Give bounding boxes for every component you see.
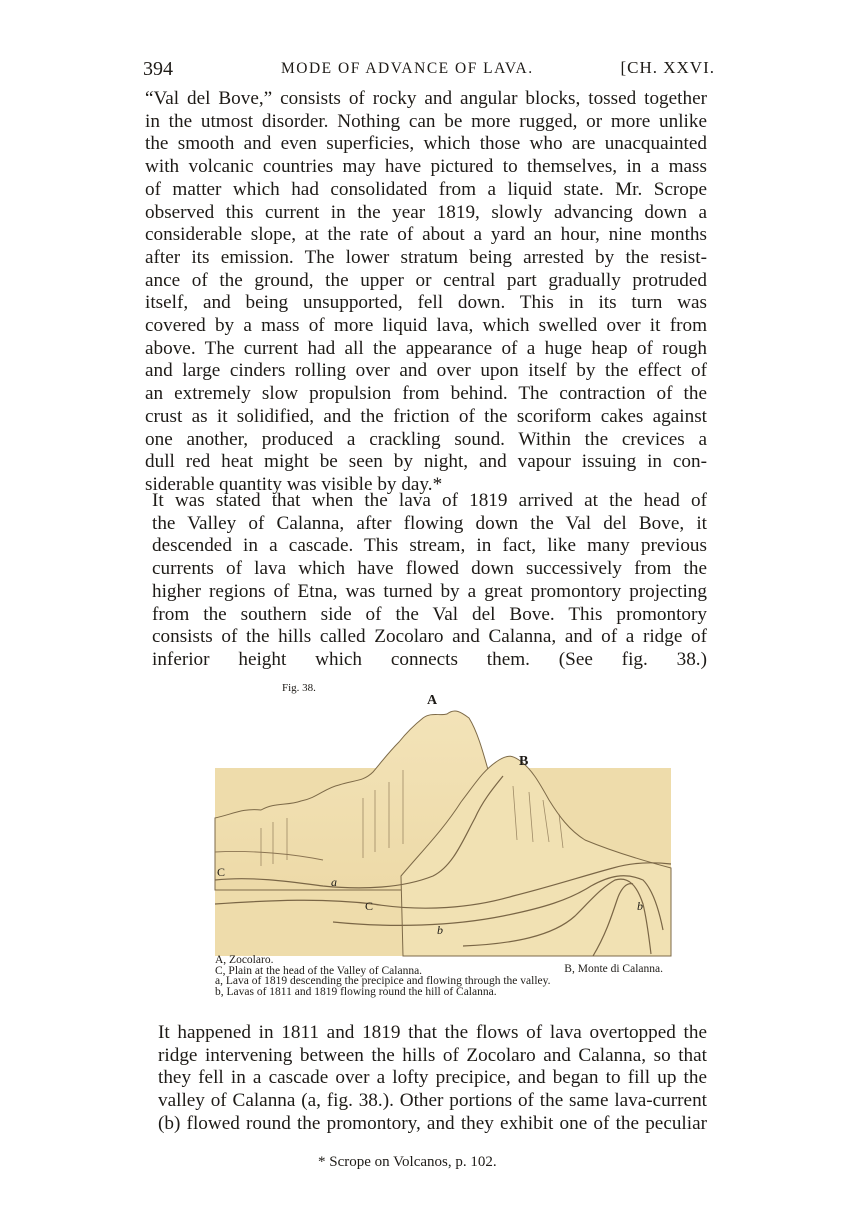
text-line: dull red heat might be seen by night, and vapour issuing in con- [145, 451, 707, 473]
text-line: descended in a cascade. This stream, in fact, like many previous [152, 535, 707, 557]
text-line: after its emission. The lower stratum being arrested by the resist- [145, 246, 707, 268]
text-line: observed this current in the year 1819, slowly advancing down a [145, 201, 707, 223]
text-line: and large cinders rolling over and over upon itself by the effect of [145, 360, 707, 382]
caption-lava-a: a, Lava of 1819 descending the precipice and flowing through the valley. [215, 975, 551, 987]
footnote: * Scrope on Volcanos, p. 102. [318, 1154, 497, 1170]
text-line: valley of Calanna (a, fig. 38.). Other portions of the same lava-current [158, 1090, 707, 1112]
paragraph-1 [145, 88, 707, 497]
figure-marker-b-right: b [637, 899, 643, 913]
figure-marker-C-center: C [365, 899, 374, 913]
figure-marker-A: A [427, 693, 438, 708]
text-line: in the utmost disorder. Nothing can be more rugged, or more unlike [145, 110, 707, 132]
text-line: the Valley of Calanna, after flowing down the Val del Bove, it [152, 512, 707, 534]
text-line: above. The current had all the appearance of a huge heap of rough [145, 337, 707, 359]
page-number: 394 [143, 58, 173, 80]
caption-a: A, Zocolaro. [215, 954, 274, 966]
text-line: one another, produced a crackling sound. Within the crevices a [145, 428, 707, 450]
text-line: ridge intervening between the hills of Zocolaro and Calanna, so that [158, 1044, 707, 1066]
text-line: they fell in a cascade over a lofty precipice, and began to fill up the [158, 1067, 707, 1089]
text-line: of matter which had consolidated from a liquid state. Mr. Scrope [145, 178, 707, 200]
text-line: covered by a mass of more liquid lava, which swelled over it from [145, 315, 707, 337]
chapter-label: [CH. XXVI. [620, 58, 715, 77]
paragraph-2 [152, 490, 707, 672]
figure-marker-b-center: b [437, 923, 443, 937]
paragraph-3 [158, 1022, 707, 1136]
text-line: the smooth and even superficies, which those who are unacquainted [145, 133, 707, 155]
text-line: consists of the hills called Zocolaro and Calanna, and of a ridge of [152, 626, 707, 648]
figure-marker-a: a [331, 875, 337, 889]
lava-figure-illustration [213, 690, 673, 958]
text-line: with volcanic countries may have pictured to themselves, in a mass [145, 156, 707, 178]
running-title: MODE OF ADVANCE OF LAVA. [281, 60, 534, 77]
figure-marker-B: B [519, 754, 529, 769]
figure-label: Fig. 38. [282, 682, 316, 694]
text-line: crust as it solidified, and the friction of the scoriform cakes against [145, 405, 707, 427]
text-line: “Val del Bove,” consists of rocky and angular blocks, tossed together [145, 88, 707, 109]
text-line: It happened in 1811 and 1819 that the flows of lava overtopped the [158, 1022, 707, 1043]
text-line: inferior height which connects them. (See fig. 38.) [152, 648, 707, 670]
figure-caption [215, 955, 675, 997]
figure-marker-C-left: C [217, 865, 226, 879]
text-line: an extremely slow propulsion from behind. The contraction of the [145, 383, 707, 405]
caption-lava-b: b, Lavas of 1811 and 1819 flowing round the hill of Calanna. [215, 985, 497, 998]
text-line: (b) flowed round the promontory, and they exhibit one of the peculiar [158, 1112, 707, 1134]
text-line: siderable quantity was visible by day.* [145, 473, 443, 495]
text-line: currents of lava which have flowed down successively from the [152, 558, 707, 580]
text-line: It was stated that when the lava of 1819 arrived at the head of [152, 490, 707, 511]
text-line: considerable slope, at the rate of about a yard an hour, nine months [145, 224, 707, 246]
text-line: itself, and being unsupported, fell down. This in its turn was [145, 292, 707, 314]
text-line: ance of the ground, the upper or central part gradually protruded [145, 269, 707, 291]
caption-c: C, Plain at the head of the Valley of Calanna. [215, 964, 423, 977]
caption-b: B, Monte di Calanna. [564, 963, 663, 975]
running-header [143, 58, 715, 84]
text-line: from the southern side of the Val del Bove. This promontory [152, 603, 707, 625]
text-line: higher regions of Etna, was turned by a great promontory projecting [152, 580, 707, 602]
